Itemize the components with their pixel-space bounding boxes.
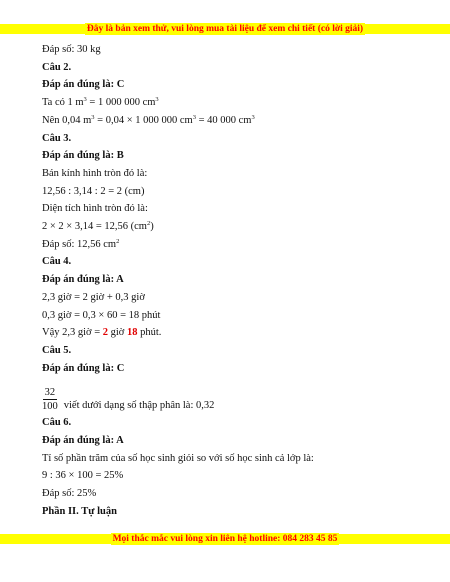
square-superscript: 2 bbox=[116, 237, 120, 245]
q6-line-2: 9 : 36 × 100 = 25% bbox=[42, 470, 124, 482]
q4-line-3 bbox=[42, 324, 412, 342]
q3-line-3: Diện tích hình tròn đó là: bbox=[42, 203, 148, 215]
cubic-superscript: 3 bbox=[251, 113, 255, 121]
hotline-notice-banner bbox=[0, 534, 450, 544]
q2-line-1-part-b: = 1 000 000 cm bbox=[86, 97, 156, 109]
q2-line-2-part-c: = 40 000 cm bbox=[195, 114, 252, 126]
fraction-numerator: 32 bbox=[44, 387, 56, 399]
q2-line-2-part-a: Nên 0,04 m bbox=[42, 114, 92, 126]
hours-highlight: 2 bbox=[102, 327, 109, 339]
q3-final-answer bbox=[42, 236, 412, 254]
q2-answer-label: Đáp án đúng là: C bbox=[42, 79, 125, 91]
preview-notice-text: Đây là bản xem thử, vui lòng mua tài liệu để xem chi tiết (có lời giải) bbox=[86, 24, 364, 34]
q6-line-1: Tỉ số phần trăm của số học sinh giỏi so với số học sinh cả lớp là: bbox=[42, 452, 314, 464]
q3-line-2: 12,56 : 3,14 : 2 = 2 (cm) bbox=[42, 185, 145, 197]
q6-title: Câu 6. bbox=[42, 417, 72, 429]
minutes-highlight: 18 bbox=[127, 327, 138, 339]
q4-answer-label: Đáp án đúng là: A bbox=[42, 274, 124, 286]
q2-line-2-part-b: = 0,04 × 1 000 000 cm bbox=[94, 114, 193, 126]
q5-fraction-text: viết dưới dạng số thập phân là: 0,32 bbox=[63, 400, 215, 412]
q2-line-2 bbox=[42, 112, 412, 130]
q3-line-4 bbox=[42, 218, 412, 236]
q2-line-1 bbox=[42, 94, 412, 112]
cubic-superscript: 3 bbox=[91, 113, 95, 121]
q4-line-3-part-c: giờ bbox=[108, 327, 127, 339]
q1-final-answer: Đáp số: 30 kg bbox=[42, 44, 101, 55]
q6-answer-label: Đáp án đúng là: A bbox=[42, 435, 124, 447]
q3-final-answer-text: Đáp số: 12,56 cm bbox=[42, 238, 117, 250]
q5-title: Câu 5. bbox=[42, 344, 72, 356]
hotline-notice-text: Mọi thắc mắc vui lòng xin liên hệ hotline: 084 283 45 85 bbox=[112, 534, 338, 544]
q3-line-1: Bán kính hình tròn đó là: bbox=[42, 167, 148, 179]
q3-answer-label: Đáp án đúng là: B bbox=[42, 150, 124, 162]
q2-title: Câu 2. bbox=[42, 61, 72, 73]
q3-title: Câu 3. bbox=[42, 132, 72, 144]
q3-line-4-part-b: ) bbox=[150, 221, 154, 233]
cubic-superscript: 3 bbox=[155, 96, 159, 104]
q4-line-2: 0,3 giờ = 0,3 × 60 = 18 phút bbox=[42, 309, 161, 321]
cubic-superscript: 3 bbox=[192, 113, 196, 121]
solution-content bbox=[42, 41, 412, 521]
q4-line-1: 2,3 giờ = 2 giờ + 0,3 giờ bbox=[42, 291, 145, 303]
square-superscript: 2 bbox=[146, 220, 151, 228]
section-heading: Phần II. Tự luận bbox=[42, 505, 117, 517]
q6-final-answer: Đáp số: 25% bbox=[42, 488, 97, 500]
q4-title: Câu 4. bbox=[42, 256, 72, 268]
q4-line-3-part-e: phút. bbox=[137, 327, 162, 339]
q3-line-4-part-a: 2 × 2 × 3,14 = 12,56 (cm bbox=[42, 221, 147, 233]
q5-answer-label: Đáp án đúng là: C bbox=[42, 362, 125, 374]
fraction bbox=[42, 386, 58, 414]
fraction-denominator: 100 bbox=[42, 401, 58, 413]
cubic-superscript: 3 bbox=[83, 96, 87, 104]
preview-notice-banner bbox=[0, 24, 450, 34]
q5-fraction-line bbox=[42, 378, 412, 414]
q4-line-3-part-a: Vậy 2,3 giờ = bbox=[42, 327, 103, 339]
q2-line-1-part-a: Ta có 1 m bbox=[42, 97, 84, 109]
